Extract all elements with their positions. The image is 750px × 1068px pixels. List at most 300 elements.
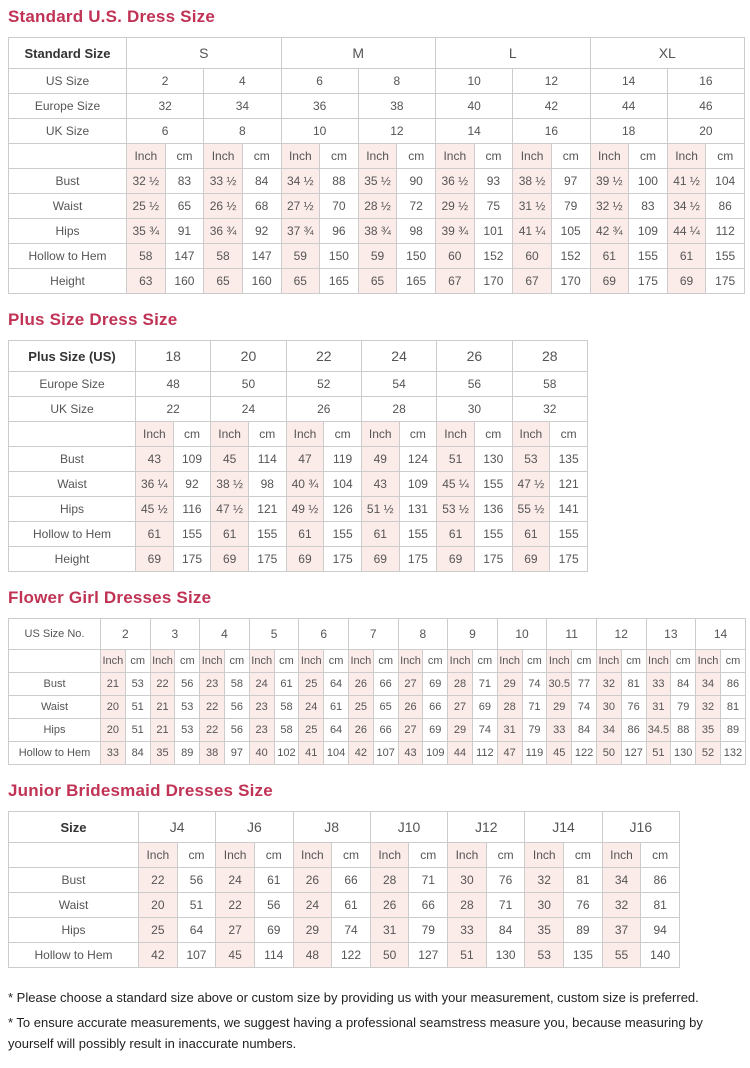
inch-value: 30 [596, 696, 621, 719]
inch-value: 44 [448, 742, 473, 765]
unit-cm-label: cm [254, 843, 293, 868]
cm-value: 152 [551, 244, 590, 269]
unit-cm-label: cm [397, 144, 436, 169]
inch-value: 61 [512, 522, 550, 547]
unit-cm-label: cm [564, 843, 603, 868]
row-label-empty [9, 843, 139, 868]
unit-inch-label: Inch [547, 650, 572, 673]
cm-value: 127 [621, 742, 646, 765]
inch-value: 28 [448, 893, 487, 918]
cm-value: 51 [125, 719, 150, 742]
inch-value: 29 [497, 673, 522, 696]
cm-value: 71 [472, 673, 497, 696]
cm-value: 83 [165, 169, 204, 194]
cm-value: 175 [248, 547, 286, 572]
size-value: 32 [127, 94, 204, 119]
size-value: 6 [299, 619, 349, 650]
header-row [9, 619, 746, 650]
size-value: M [281, 38, 436, 69]
cm-value: 116 [173, 497, 211, 522]
cm-value: 155 [399, 522, 437, 547]
cm-value: 119 [324, 447, 362, 472]
measure-row [9, 497, 588, 522]
inch-value: 43 [136, 447, 174, 472]
size-value: 12 [513, 69, 590, 94]
size-value: 34 [204, 94, 281, 119]
inch-value: 38 ¾ [358, 219, 397, 244]
inch-value: 30 [525, 893, 564, 918]
size-value: 4 [204, 69, 281, 94]
inch-value: 28 [448, 673, 473, 696]
size-value: 28 [512, 341, 587, 372]
cm-value: 92 [173, 472, 211, 497]
cm-value: 76 [564, 893, 603, 918]
cm-value: 74 [572, 696, 597, 719]
cm-value: 140 [641, 943, 680, 968]
inch-value: 69 [286, 547, 324, 572]
measure-row [9, 169, 745, 194]
unit-cm-label: cm [474, 422, 512, 447]
inch-value: 35 [525, 918, 564, 943]
inch-value: 51 ½ [361, 497, 399, 522]
cm-value: 175 [550, 547, 588, 572]
inch-value: 53 ½ [437, 497, 475, 522]
inch-value: 35 [696, 719, 721, 742]
inch-value: 36 ½ [436, 169, 475, 194]
row-label: Waist [9, 893, 139, 918]
inch-value: 21 [101, 673, 126, 696]
inch-value: 38 [200, 742, 225, 765]
inch-value: 69 [136, 547, 174, 572]
inch-value: 51 [448, 943, 487, 968]
measure-row [9, 522, 588, 547]
measure-row [9, 244, 745, 269]
unit-cm-label: cm [173, 422, 211, 447]
cm-value: 160 [242, 269, 281, 294]
inch-value: 26 [348, 719, 373, 742]
inch-value: 52 [696, 742, 721, 765]
unit-cm-label: cm [641, 843, 680, 868]
unit-inch-label: Inch [525, 843, 564, 868]
inch-value: 33 [646, 673, 671, 696]
size-value: 52 [286, 372, 361, 397]
size-value: 24 [211, 397, 286, 422]
unit-inch-label: Inch [370, 843, 409, 868]
size-value: 14 [696, 619, 746, 650]
inch-value: 61 [361, 522, 399, 547]
cm-value: 66 [373, 719, 398, 742]
unit-inch-label: Inch [136, 422, 174, 447]
inch-value: 65 [204, 269, 243, 294]
inch-value: 43 [398, 742, 423, 765]
row-label: Bust [9, 868, 139, 893]
row-label: Europe Size [9, 94, 127, 119]
unit-inch-label: Inch [596, 650, 621, 673]
inch-value: 55 [602, 943, 641, 968]
unit-cm-label: cm [472, 650, 497, 673]
inch-value: 34 [596, 719, 621, 742]
cm-value: 175 [324, 547, 362, 572]
unit-inch-label: Inch [204, 144, 243, 169]
cm-value: 155 [173, 522, 211, 547]
unit-inch-label: Inch [299, 650, 324, 673]
cm-value: 74 [472, 719, 497, 742]
size-value: 40 [436, 94, 513, 119]
inch-value: 38 ½ [513, 169, 552, 194]
inch-value: 59 [358, 244, 397, 269]
unit-row [9, 422, 588, 447]
inch-value: 30 [448, 868, 487, 893]
row-label: Standard Size [9, 38, 127, 69]
junior-bridesmaid-size-table [8, 811, 680, 968]
inch-value: 29 ½ [436, 194, 475, 219]
size-value: 8 [398, 619, 448, 650]
cm-value: 102 [274, 742, 299, 765]
cm-value: 104 [324, 742, 349, 765]
row-label: Height [9, 547, 136, 572]
cm-value: 104 [706, 169, 745, 194]
measure-row [9, 918, 680, 943]
cm-value: 121 [550, 472, 588, 497]
inch-value: 32 [525, 868, 564, 893]
size-value: J14 [525, 812, 602, 843]
inch-value: 34.5 [646, 719, 671, 742]
row-label: Hips [9, 219, 127, 244]
unit-inch-label: Inch [696, 650, 721, 673]
inch-value: 35 [150, 742, 175, 765]
cm-value: 84 [572, 719, 597, 742]
measure-row [9, 742, 746, 765]
inch-value: 34 [696, 673, 721, 696]
inch-value: 47 [286, 447, 324, 472]
unit-inch-label: Inch [101, 650, 126, 673]
inch-value: 41 ½ [667, 169, 706, 194]
cm-value: 175 [706, 269, 745, 294]
header-row [9, 69, 745, 94]
size-value: 12 [358, 119, 435, 144]
unit-inch-label: Inch [398, 650, 423, 673]
header-row [9, 38, 745, 69]
inch-value: 42 [348, 742, 373, 765]
inch-value: 69 [437, 547, 475, 572]
size-value: 7 [348, 619, 398, 650]
inch-value: 24 [216, 868, 255, 893]
inch-value: 20 [101, 696, 126, 719]
cm-value: 127 [409, 943, 448, 968]
cm-value: 126 [324, 497, 362, 522]
size-value: J10 [370, 812, 447, 843]
measure-row [9, 719, 746, 742]
cm-value: 109 [423, 742, 448, 765]
cm-value: 141 [550, 497, 588, 522]
measure-row [9, 943, 680, 968]
cm-value: 96 [320, 219, 359, 244]
inch-value: 32 ½ [127, 169, 166, 194]
inch-value: 33 [448, 918, 487, 943]
unit-cm-label: cm [720, 650, 745, 673]
cm-value: 74 [522, 673, 547, 696]
measure-row [9, 893, 680, 918]
cm-value: 150 [397, 244, 436, 269]
inch-value: 49 ½ [286, 497, 324, 522]
row-label: Hips [9, 918, 139, 943]
unit-inch-label: Inch [200, 650, 225, 673]
cm-value: 74 [332, 918, 371, 943]
unit-cm-label: cm [572, 650, 597, 673]
cm-value: 88 [671, 719, 696, 742]
standard-size-table [8, 37, 745, 294]
size-value: 38 [358, 94, 435, 119]
cm-value: 66 [332, 868, 371, 893]
unit-cm-label: cm [248, 422, 286, 447]
size-value: 6 [281, 69, 358, 94]
cm-value: 58 [224, 673, 249, 696]
cm-value: 66 [423, 696, 448, 719]
row-label: Hollow to Hem [9, 244, 127, 269]
unit-inch-label: Inch [513, 144, 552, 169]
cm-value: 61 [254, 868, 293, 893]
measure-row [9, 269, 745, 294]
cm-value: 107 [373, 742, 398, 765]
inch-value: 49 [361, 447, 399, 472]
size-value: 56 [437, 372, 512, 397]
size-value: J16 [602, 812, 679, 843]
standard-dress-size-section [8, 7, 742, 294]
inch-value: 47 ½ [512, 472, 550, 497]
inch-value: 32 [596, 673, 621, 696]
size-value: J6 [216, 812, 293, 843]
unit-row [9, 843, 680, 868]
cm-value: 86 [706, 194, 745, 219]
inch-value: 25 [139, 918, 178, 943]
row-label: Europe Size [9, 372, 136, 397]
inch-value: 33 [101, 742, 126, 765]
inch-value: 51 [646, 742, 671, 765]
cm-value: 70 [320, 194, 359, 219]
inch-value: 69 [211, 547, 249, 572]
inch-value: 43 [361, 472, 399, 497]
inch-value: 60 [436, 244, 475, 269]
inch-value: 26 [293, 868, 332, 893]
inch-value: 47 ½ [211, 497, 249, 522]
cm-value: 98 [397, 219, 436, 244]
size-value: 26 [286, 397, 361, 422]
inch-value: 33 ½ [204, 169, 243, 194]
inch-value: 45 ½ [136, 497, 174, 522]
inch-value: 40 ¾ [286, 472, 324, 497]
footnote-standard-or-custom: * Please choose a standard size above or custom size by providing us with your measurement, custom size is preferred. [8, 990, 699, 1005]
unit-cm-label: cm [324, 422, 362, 447]
inch-value: 45 [547, 742, 572, 765]
inch-value: 22 [200, 719, 225, 742]
inch-value: 26 ½ [204, 194, 243, 219]
size-value: 10 [281, 119, 358, 144]
inch-value: 20 [139, 893, 178, 918]
inch-value: 41 ¼ [513, 219, 552, 244]
measure-row [9, 472, 588, 497]
cm-value: 79 [409, 918, 448, 943]
cm-value: 69 [423, 719, 448, 742]
junior-bridesmaid-section [8, 781, 742, 968]
measure-row [9, 447, 588, 472]
cm-value: 88 [320, 169, 359, 194]
inch-value: 23 [249, 696, 274, 719]
cm-value: 131 [399, 497, 437, 522]
size-value: 32 [512, 397, 587, 422]
header-row [9, 812, 680, 843]
size-value: 36 [281, 94, 358, 119]
cm-value: 104 [324, 472, 362, 497]
inch-value: 40 [249, 742, 274, 765]
inch-value: 20 [101, 719, 126, 742]
size-value: 18 [590, 119, 667, 144]
cm-value: 51 [125, 696, 150, 719]
cm-value: 165 [397, 269, 436, 294]
cm-value: 69 [423, 673, 448, 696]
cm-value: 53 [175, 719, 200, 742]
cm-value: 132 [720, 742, 745, 765]
plus-size-table [8, 340, 588, 572]
row-label: Hollow to Hem [9, 943, 139, 968]
cm-value: 84 [671, 673, 696, 696]
inch-value: 50 [370, 943, 409, 968]
size-value: 42 [513, 94, 590, 119]
row-label: Waist [9, 696, 101, 719]
inch-value: 69 [361, 547, 399, 572]
inch-value: 39 ½ [590, 169, 629, 194]
page-title: Standard U.S. Dress Size [8, 7, 215, 26]
size-value: 6 [127, 119, 204, 144]
unit-inch-label: Inch [249, 650, 274, 673]
cm-value: 124 [399, 447, 437, 472]
unit-inch-label: Inch [286, 422, 324, 447]
size-value: 16 [513, 119, 590, 144]
unit-inch-label: Inch [448, 650, 473, 673]
cm-value: 79 [522, 719, 547, 742]
unit-cm-label: cm [629, 144, 668, 169]
header-row [9, 372, 588, 397]
size-value: 13 [646, 619, 696, 650]
size-value: 18 [136, 341, 211, 372]
cm-value: 69 [254, 918, 293, 943]
cm-value: 105 [551, 219, 590, 244]
unit-inch-label: Inch [281, 144, 320, 169]
unit-cm-label: cm [423, 650, 448, 673]
unit-cm-label: cm [175, 650, 200, 673]
unit-cm-label: cm [125, 650, 150, 673]
inch-value: 30.5 [547, 673, 572, 696]
unit-inch-label: Inch [667, 144, 706, 169]
size-value: L [436, 38, 591, 69]
row-label: Hips [9, 497, 136, 522]
unit-inch-label: Inch [448, 843, 487, 868]
inch-value: 36 ¾ [204, 219, 243, 244]
size-value: 22 [286, 341, 361, 372]
cm-value: 71 [522, 696, 547, 719]
size-value: 30 [437, 397, 512, 422]
cm-value: 66 [373, 673, 398, 696]
inch-value: 47 [497, 742, 522, 765]
measure-row [9, 547, 588, 572]
inch-value: 38 ½ [211, 472, 249, 497]
inch-value: 34 [602, 868, 641, 893]
inch-value: 48 [293, 943, 332, 968]
cm-value: 175 [629, 269, 668, 294]
unit-row [9, 144, 745, 169]
cm-value: 86 [621, 719, 646, 742]
measure-row [9, 673, 746, 696]
measure-row [9, 696, 746, 719]
cm-value: 107 [177, 943, 216, 968]
cm-value: 53 [125, 673, 150, 696]
size-value: J4 [139, 812, 216, 843]
unit-cm-label: cm [550, 422, 588, 447]
cm-value: 58 [274, 719, 299, 742]
row-label: Plus Size (US) [9, 341, 136, 372]
cm-value: 84 [125, 742, 150, 765]
cm-value: 175 [173, 547, 211, 572]
inch-value: 25 [299, 673, 324, 696]
cm-value: 119 [522, 742, 547, 765]
size-value: 4 [200, 619, 250, 650]
inch-value: 45 [211, 447, 249, 472]
inch-value: 55 ½ [512, 497, 550, 522]
inch-value: 65 [358, 269, 397, 294]
inch-value: 23 [249, 719, 274, 742]
cm-value: 56 [224, 719, 249, 742]
size-value: 11 [547, 619, 597, 650]
unit-cm-label: cm [671, 650, 696, 673]
inch-value: 69 [590, 269, 629, 294]
cm-value: 112 [472, 742, 497, 765]
cm-value: 136 [474, 497, 512, 522]
cm-value: 65 [373, 696, 398, 719]
unit-cm-label: cm [486, 843, 525, 868]
cm-value: 135 [550, 447, 588, 472]
inch-value: 31 ½ [513, 194, 552, 219]
inch-value: 32 [696, 696, 721, 719]
inch-value: 51 [437, 447, 475, 472]
row-label: Bust [9, 169, 127, 194]
unit-cm-label: cm [324, 650, 349, 673]
header-row [9, 397, 588, 422]
inch-value: 69 [667, 269, 706, 294]
unit-inch-label: Inch [436, 144, 475, 169]
size-value: 10 [497, 619, 547, 650]
unit-inch-label: Inch [127, 144, 166, 169]
cm-value: 77 [572, 673, 597, 696]
size-value: 58 [512, 372, 587, 397]
cm-value: 155 [474, 522, 512, 547]
cm-value: 72 [397, 194, 436, 219]
row-label: Hollow to Hem [9, 742, 101, 765]
unit-inch-label: Inch [590, 144, 629, 169]
unit-cm-label: cm [706, 144, 745, 169]
cm-value: 92 [242, 219, 281, 244]
cm-value: 112 [706, 219, 745, 244]
plus-size-section [8, 310, 742, 572]
cm-value: 109 [173, 447, 211, 472]
inch-value: 28 [497, 696, 522, 719]
cm-value: 84 [486, 918, 525, 943]
header-row [9, 119, 745, 144]
inch-value: 59 [281, 244, 320, 269]
cm-value: 65 [165, 194, 204, 219]
row-label: Bust [9, 447, 136, 472]
cm-value: 61 [274, 673, 299, 696]
size-value: S [127, 38, 282, 69]
unit-row [9, 650, 746, 673]
